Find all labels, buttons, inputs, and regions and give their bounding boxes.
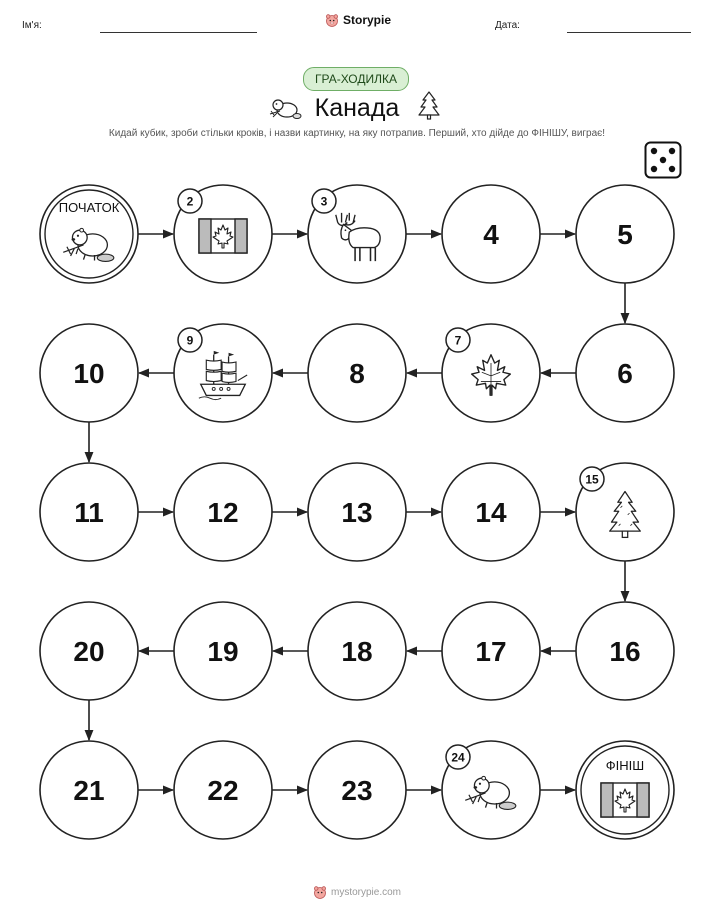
cell-number: 16 — [609, 636, 641, 667]
board-cell-19[interactable] — [174, 602, 272, 700]
cell-number: 6 — [617, 358, 633, 389]
board-cell-7[interactable] — [442, 324, 540, 422]
cell-number-badge: 24 — [451, 750, 465, 765]
board-cell-3[interactable] — [308, 185, 406, 283]
cell-number-badge: 2 — [186, 194, 194, 209]
cell-number-badge: 15 — [585, 472, 599, 487]
canada-flag-icon — [601, 783, 649, 817]
canada-flag-icon — [199, 219, 247, 253]
cell-number-badge: 7 — [454, 333, 462, 348]
cell-number: 22 — [207, 775, 239, 806]
cell-number: 17 — [475, 636, 507, 667]
cell-number: 4 — [483, 219, 499, 250]
footer — [0, 885, 714, 899]
cell-number: 20 — [73, 636, 105, 667]
board-cell-11[interactable] — [40, 463, 138, 561]
start-cell[interactable] — [40, 185, 138, 283]
board-cell-8[interactable] — [308, 324, 406, 422]
board-cell-4[interactable] — [442, 185, 540, 283]
start-label: ПОЧАТОК — [58, 200, 120, 215]
finish-label: ФІНІШ — [605, 758, 645, 773]
finish-cell[interactable] — [576, 741, 674, 839]
cell-number: 12 — [207, 497, 239, 528]
board-cell-22[interactable] — [174, 741, 272, 839]
page-title: Канада — [314, 94, 400, 122]
cell-number: 8 — [349, 358, 365, 389]
board-cell-20[interactable] — [40, 602, 138, 700]
cell-number: 14 — [475, 497, 507, 528]
board-cell-6[interactable] — [576, 324, 674, 422]
cell-number: 19 — [207, 636, 239, 667]
cell-number-badge: 9 — [186, 333, 194, 348]
board-cell-24[interactable] — [442, 741, 540, 839]
cell-number: 23 — [341, 775, 373, 806]
name-label: Ім'я: — [22, 20, 42, 31]
board-cell-14[interactable] — [442, 463, 540, 561]
board-cell-16[interactable] — [576, 602, 674, 700]
storypie-logo-icon — [313, 885, 327, 899]
brand-name: Storypie — [343, 13, 392, 27]
board-cell-5[interactable] — [576, 185, 674, 283]
instructions: Кидай кубик, зроби стільки кроків, і назви картинку, на яку потрапив. Перший, хто дійде до ФІНІШУ, виграє! — [108, 128, 606, 139]
date-label: Дата: — [495, 20, 520, 31]
board-cell-15[interactable] — [576, 463, 674, 561]
board-cell-2[interactable] — [174, 185, 272, 283]
board-cell-23[interactable] — [308, 741, 406, 839]
board-cell-12[interactable] — [174, 463, 272, 561]
cell-number: 11 — [74, 497, 104, 528]
cell-number-badge: 3 — [320, 194, 328, 209]
board-cell-18[interactable] — [308, 602, 406, 700]
cell-number: 5 — [617, 219, 633, 250]
board-cell-9[interactable] — [174, 324, 272, 422]
board-cell-10[interactable] — [40, 324, 138, 422]
board-cell-13[interactable] — [308, 463, 406, 561]
board-cell-21[interactable] — [40, 741, 138, 839]
game-type-badge: ГРА-ХОДИЛКА — [303, 67, 409, 91]
cell-number: 13 — [341, 497, 373, 528]
board-cell-17[interactable] — [442, 602, 540, 700]
cell-number: 18 — [341, 636, 373, 667]
cell-number: 21 — [73, 775, 105, 806]
cell-number: 10 — [73, 358, 105, 389]
footer-link[interactable]: mystorypie.com — [330, 886, 401, 898]
